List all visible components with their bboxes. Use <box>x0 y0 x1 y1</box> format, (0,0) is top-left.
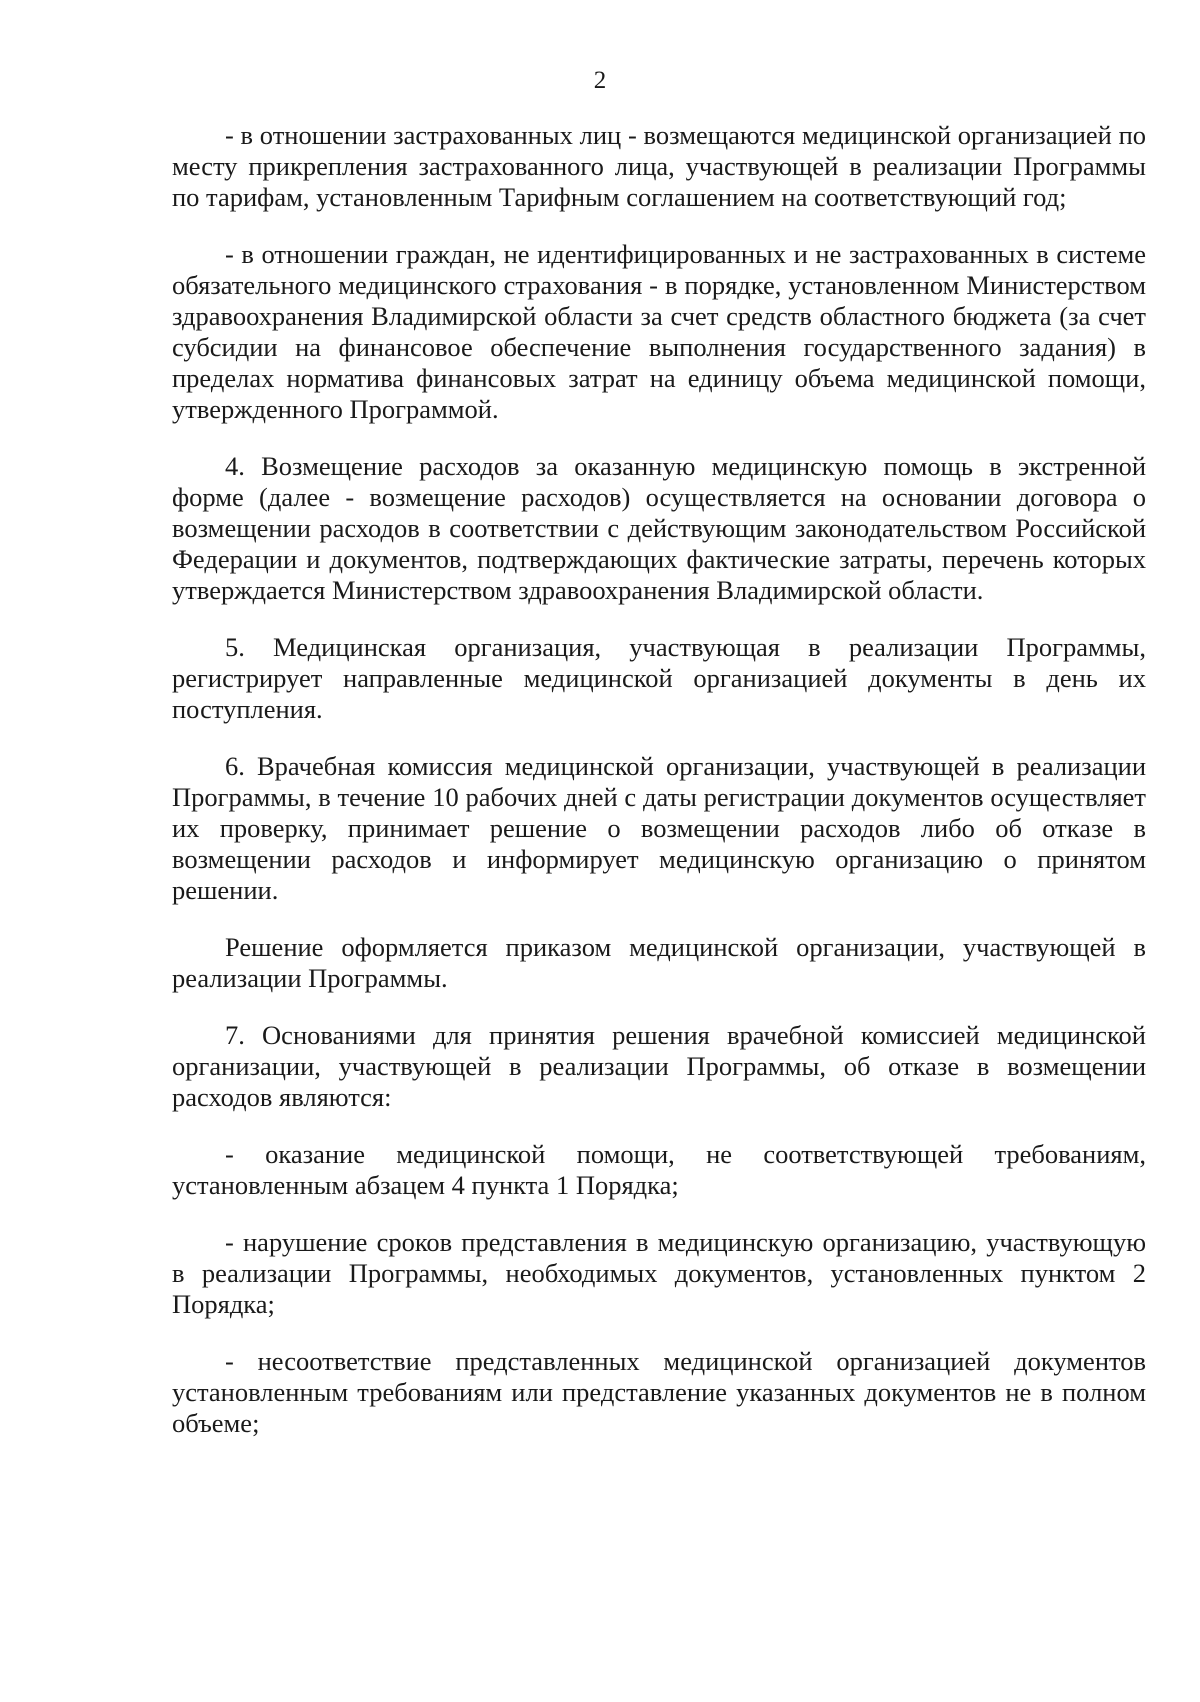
paragraph-item-5: 5. Медицинская организация, участвующая в реализации Программы, регистрирует направленные медицинской организацией документы в день их поступления. <box>172 632 1146 724</box>
paragraph-insured-persons: - в отношении застрахованных лиц - возмещаются медицинской организацией по месту прикрепления застрахованного лица, участвующей в реализации Программы по тарифам, установленным Тарифным соглашением на соответствующий год; <box>172 120 1146 212</box>
paragraph-refusal-reason-3: - несоответствие представленных медицинской организацией документов установленным требованиям или представление указанных документов не в полном объеме; <box>172 1346 1146 1438</box>
document-body <box>172 120 1146 1465</box>
paragraph-item-7: 7. Основаниями для принятия решения врачебной комиссией медицинской организации, участвующей в реализации Программы, об отказе в возмещении расходов являются: <box>172 1020 1146 1112</box>
paragraph-refusal-reason-2: - нарушение сроков представления в медицинскую организацию, участвующую в реализации Программы, необходимых документов, установленных пунктом 2 Порядка; <box>172 1227 1146 1319</box>
paragraph-item-6: 6. Врачебная комиссия медицинской организации, участвующей в реализации Программы, в течение 10 рабочих дней с даты регистрации документов осуществляет их проверку, принимает решение о возмещении расходов либо об отказе в возмещении расходов и информирует медицинскую организацию о принятом решении. <box>172 751 1146 905</box>
paragraph-decision-order: Решение оформляется приказом медицинской организации, участвующей в реализации Программы. <box>172 932 1146 993</box>
paragraph-item-4: 4. Возмещение расходов за оказанную медицинскую помощь в экстренной форме (далее - возмещение расходов) осуществляется на основании договора о возмещении расходов в соответствии с действующим законодательством Российской Федерации и документов, подтверждающих фактические затраты, перечень которых утверждается Министерством здравоохранения Владимирской области. <box>172 451 1146 605</box>
paragraph-refusal-reason-1: - оказание медицинской помощи, не соответствующей требованиям, установленным абзацем 4 пункта 1 Порядка; <box>172 1139 1146 1200</box>
page-number: 2 <box>593 67 607 94</box>
paragraph-uninsured-citizens: - в отношении граждан, не идентифицированных и не застрахованных в системе обязательного медицинского страхования - в порядке, установленном Министерством здравоохранения Владимирской области за счет средств областного бюджета (за счет субсидии на финансовое обеспечение выполнения государственного задания) в пределах норматива финансовых затрат на единицу объема медицинской помощи, утвержденного Программой. <box>172 239 1146 424</box>
